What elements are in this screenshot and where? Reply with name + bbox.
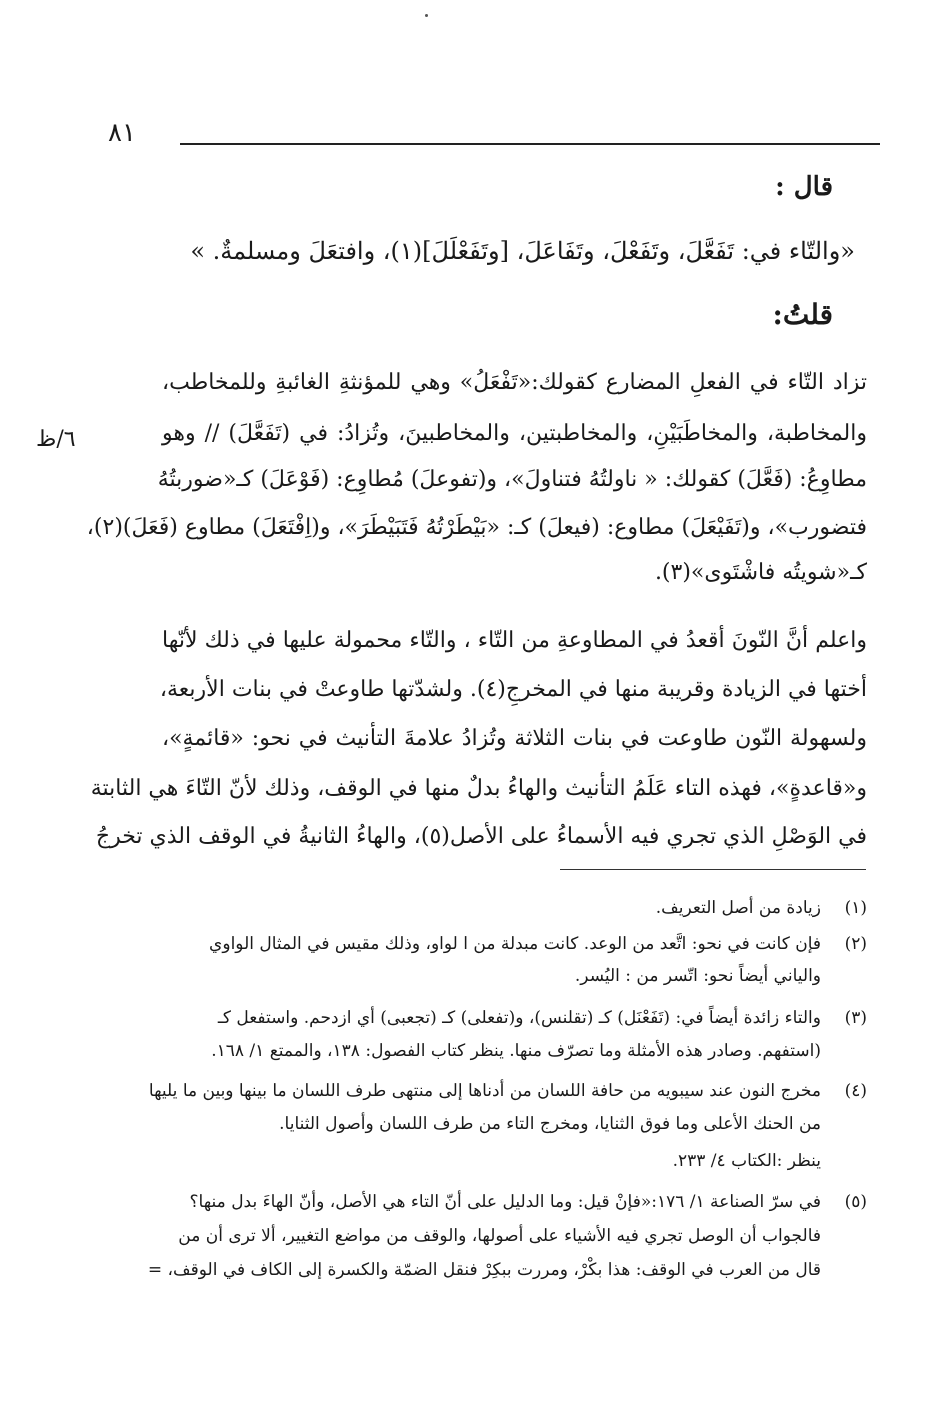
- footnote-3-continuation: (استفهم. وصادر هذه الأمثلة وما تصرّف منها. ينظر كتاب الفصول: ١٣٨، والممتع ١/ ١٦٨.: [211, 1041, 821, 1061]
- paragraph1-line: فتضورب»، و(تَفَيْعَلَ) مطاوع: (فيعلَ) كـ: «بَيْطَرْتُهُ فَتَبَيْطَرَ»، و(اِفْتَعَلَ) مطاوع (فَعَلَ)(٢)،: [86, 515, 867, 540]
- footnote-text: فإن كانت في نحو: اتَّعد من الوعد. كانت مبدلة من ا لواو، وذلك مقيس في المثال الواوي: [209, 934, 821, 954]
- footnote-4: [148, 1081, 867, 1101]
- footnote-number: (٥): [844, 1192, 867, 1212]
- footnote-4-continuation: من الحنك الأعلى وما فوق الثنايا، ومخرج التاء من طرف اللسان وأصول الثنايا.: [279, 1114, 821, 1134]
- margin-note: ٦/ظ: [36, 427, 76, 452]
- page-mark-dot: [425, 14, 428, 17]
- footnote-separator: [560, 869, 866, 870]
- paragraph2-line: واعلم أنَّ النّونَ أقعدُ في المطاوعةِ من التّاء ، والتّاء محمولة عليها في ذلك لأنّها: [162, 628, 867, 653]
- paragraph2-line: في الوَصْلِ الذي تجري فيه الأسماءُ على الأصل(٥)، والهاءُ الثانيةُ في الوقف الذي تخرجُ: [95, 824, 867, 849]
- paragraph1-line: كـ«شويتُه فاشْتَوى»(٣).: [654, 560, 867, 585]
- footnote-text: مخرج النون عند سيبويه من حافة اللسان من أدناها إلى منتهى طرف اللسان ما بينها وبين ما يليها: [148, 1081, 821, 1101]
- paragraph2-line: ولسهولة النّون طاوعت في بنات الثلاثة وتُزادُ علامةَ التأنيث في نحو: «قائمةٍ»،: [162, 726, 867, 751]
- paragraph1-line: والمخاطبة، والمخاطَبَيْنِ، والمخاطبتين، والمخاطبينَ، وتُزادُ: في (تَفَعَّلَ) // وهو: [162, 421, 867, 446]
- footnote-number: (١): [844, 898, 867, 918]
- page-number: ٨١: [108, 118, 136, 148]
- footnote-number: (٤): [844, 1081, 867, 1101]
- footnote-number: (٢): [844, 934, 867, 954]
- footnote-5-continuation: فالجواب أن الوصل تجري فيه الأشياء على أصولها، والوقف من مواضع التغيير، ألا ترى أن من: [178, 1226, 821, 1246]
- paragraph2-line: أختها في الزيادة وقريبة منها في المخرجِ(٤). ولشدّتها طاوعتْ في بنات الأربعة،: [159, 677, 867, 702]
- paragraph2-line: و«قاعدةٍ»، فهذه التاء عَلَمُ التأنيث والهاءُ بدلٌ منها في الوقف، وذلك لأنّ التّاءَ هي الثابتة: [90, 776, 867, 801]
- footnote-1: [165, 898, 867, 918]
- header-rule: [180, 143, 880, 145]
- footnote-5-continuation: قال من العرب في الوقف: هذا بكْرْ، ومررت ببكِرْ فنقل الضمّة والكسرة إلى الكاف في الوقف، =: [147, 1260, 821, 1280]
- paragraph1-line: مطاوِعُ: (فَعَّلَ) كقولك: « ناولتُهُ فتناولَ»، و(تفوعلَ) مُطاوِع: (فَوْعَلَ) كـ«ضوربتُهُ: [157, 467, 867, 492]
- footnote-number: (٣): [844, 1008, 867, 1028]
- footnote-2: [165, 934, 867, 954]
- footnote-text: والتاء زائدة أيضاً في: (تَفَعْنَل) كـ (تقلنس)، و(تفعلى) كـ (تجعبى) أي ازدحم. واستفعل كـ: [217, 1008, 821, 1028]
- footnote-4-continuation: ينظر :الكتاب ٤/ ٢٣٣.: [672, 1151, 821, 1171]
- paragraph1-line: تزاد التّاء في الفعلِ المضارع كقولك:«تَفْعَلُ» وهي للمؤنثةِ الغائبةِ وللمخاطب،: [162, 370, 867, 395]
- quote-text: «والتّاء في: تَفَعَّلَ، وتَفَعْلَ، وتَفَاعَلَ، [وتَفَعْلَلَ](١)، وافتعَلَ ومسلمةٌ. »: [190, 237, 855, 265]
- footnote-text: في سرّ الصناعة ١/ ١٧٦:«فإنْ قيل: وما الدليل على أنّ التاء هي الأصل، وأنّ الهاءَ بدل منها؟: [189, 1192, 821, 1212]
- footnote-3: [165, 1008, 867, 1028]
- label-qala: قال :: [775, 172, 833, 202]
- footnote-5: [165, 1192, 867, 1212]
- footnote-text: زيادة من أصل التعريف.: [655, 898, 821, 918]
- footnote-2-continuation: والياني أيضاً نحو: اتّسر من : اليُسر.: [574, 966, 821, 986]
- label-qultu: قلتُ:: [772, 298, 833, 331]
